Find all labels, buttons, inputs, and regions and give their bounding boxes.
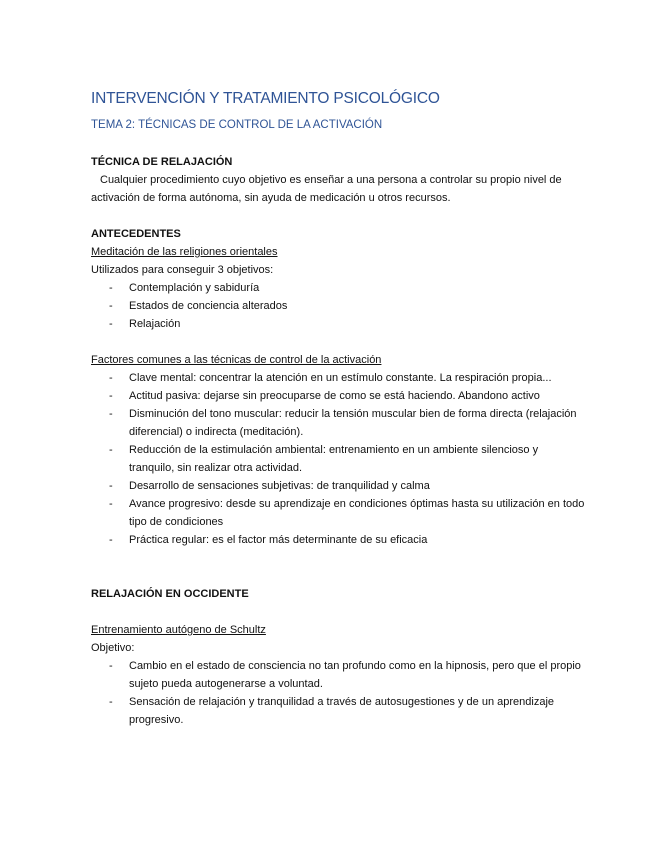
relajacion-definition: Cualquier procedimiento cuyo objetivo es enseñar a una persona a controlar su propio nivel de activación de forma autónoma, sin ayuda de medicación u otros recursos. xyxy=(91,174,562,204)
list-item-text: Estados de conciencia alterados xyxy=(129,300,288,312)
list-item-text: Disminución del tono muscular: reducir la tensión muscular bien de forma directa (relajación diferencial) o indirecta (meditación). xyxy=(129,408,577,438)
dash-bullet: - xyxy=(109,282,113,294)
list-item-text: Clave mental: concentrar la atención en un estímulo constante. La respiración propia... xyxy=(129,372,552,384)
factores-title: Factores comunes a las técnicas de control de la activación xyxy=(91,354,382,366)
dash-bullet: - xyxy=(109,480,113,492)
list-item xyxy=(91,387,585,405)
list-item xyxy=(91,495,585,531)
list-item-text: Avance progresivo: desde su aprendizaje en condiciones óptimas hasta su utilización en todo tipo de condiciones xyxy=(129,498,585,528)
list-item xyxy=(91,369,585,387)
spacer xyxy=(91,333,585,351)
dash-bullet: - xyxy=(109,696,113,708)
dash-bullet: - xyxy=(109,498,113,510)
meditacion-title: Meditación de las religiones orientales xyxy=(91,246,278,258)
document-subtitle: TEMA 2: TÉCNICAS DE CONTROL DE LA ACTIVACIÓN xyxy=(91,119,383,131)
meditacion-intro: Utilizados para conseguir 3 objetivos: xyxy=(91,264,274,276)
dash-bullet: - xyxy=(109,372,113,384)
dash-bullet: - xyxy=(109,660,113,672)
objetivos-list xyxy=(91,279,585,333)
dash-bullet: - xyxy=(109,444,113,456)
section-heading-relajacion: TÉCNICA DE RELAJACIÓN xyxy=(91,156,233,168)
factores-list xyxy=(91,369,585,549)
list-item-text: Sensación de relajación y tranquilidad a través de autosugestiones y de un aprendizaje progresivo. xyxy=(129,696,555,726)
list-item xyxy=(91,477,585,495)
spacer xyxy=(91,603,585,621)
list-item-text: Actitud pasiva: dejarse sin preocuparse de como se está haciendo. Abandono activo xyxy=(129,390,540,402)
list-item-text: Cambio en el estado de consciencia no tan profundo como en la hipnosis, pero que el propio sujeto pueda autogenerarse a voluntad. xyxy=(129,660,581,690)
list-item-text: Contemplación y sabiduría xyxy=(129,282,260,294)
list-item xyxy=(91,657,585,693)
list-item xyxy=(91,315,585,333)
dash-bullet: - xyxy=(109,300,113,312)
list-item-text: Práctica regular: es el factor más determinante de su eficacia xyxy=(129,534,428,546)
list-item-text: Desarrollo de sensaciones subjetivas: de tranquilidad y calma xyxy=(129,480,430,492)
objetivo-label: Objetivo: xyxy=(91,642,135,654)
dash-bullet: - xyxy=(109,390,113,402)
section-heading-occidente: RELAJACIÓN EN OCCIDENTE xyxy=(91,588,249,600)
list-item xyxy=(91,693,585,729)
dash-bullet: - xyxy=(109,534,113,546)
document-title: INTERVENCIÓN Y TRATAMIENTO PSICOLÓGICO xyxy=(91,90,440,107)
schultz-objetivos-list xyxy=(91,657,585,729)
dash-bullet: - xyxy=(109,408,113,420)
spacer xyxy=(91,133,585,153)
list-item xyxy=(91,531,585,549)
dash-bullet: - xyxy=(109,318,113,330)
spacer xyxy=(91,549,585,585)
list-item xyxy=(91,279,585,297)
list-item-text: Reducción de la estimulación ambiental: entrenamiento en un ambiente silencioso y tranquilo, sin realizar otra actividad. xyxy=(129,444,539,474)
schultz-title: Entrenamiento autógeno de Schultz xyxy=(91,624,266,636)
spacer xyxy=(91,207,585,225)
list-item xyxy=(91,405,585,441)
list-item xyxy=(91,441,585,477)
section-heading-antecedentes: ANTECEDENTES xyxy=(91,228,181,240)
list-item-text: Relajación xyxy=(129,318,181,330)
list-item xyxy=(91,297,585,315)
